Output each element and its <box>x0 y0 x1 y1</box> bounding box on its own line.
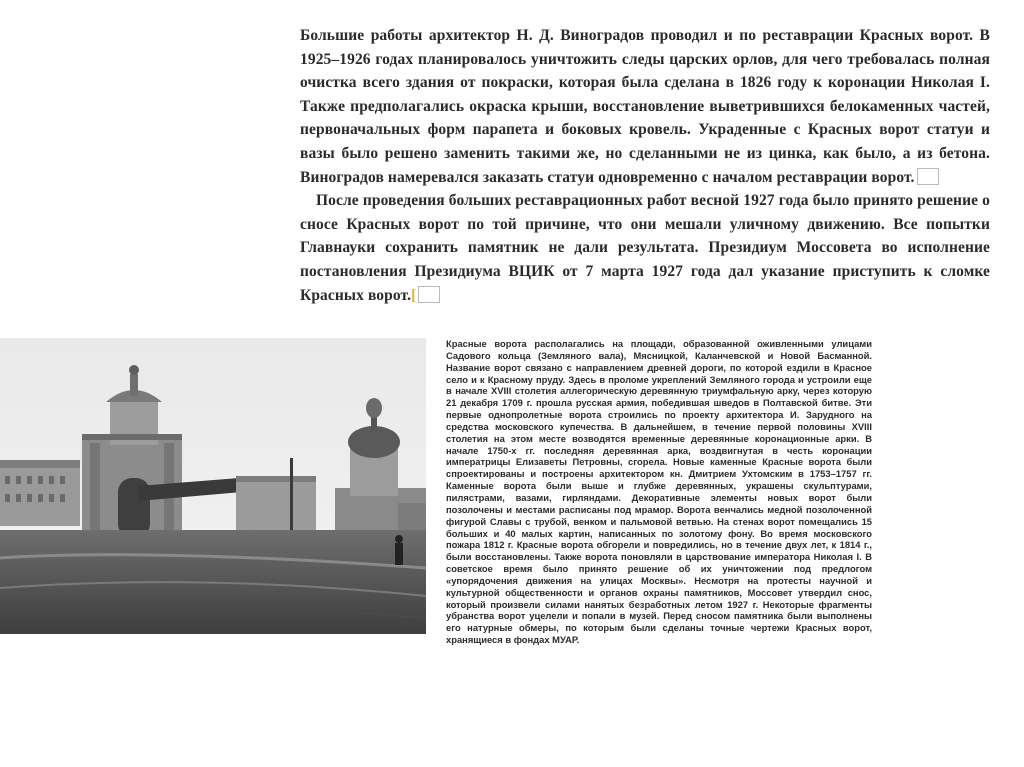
footnote-bracket: [ <box>411 286 417 304</box>
main-text-block <box>300 24 990 307</box>
footnote-ref-box-2[interactable] <box>418 286 440 303</box>
caption-text: Красные ворота располагались на площади, образованной оживленными улицами Садового кольца (Земляного вала), Мясницкой, Каланчевской и Новой Басманной. Название ворот связано с направлением древней дороги, по которой ездили в Красное село и к Красному пруду. Здесь в проломе укреплений Земляного города и устроили еще в начале XVIII столетия аллегорическую деревянную триумфальную арку, через которую 21 декабря 1709 г. прошла русская армия, победившая шведов в Полтавской битве. Эти первые однопролетные ворота строились по проекту архитектора И. Зарудного на средства московского купечества. В дальнейшем, в течение первой половины XVIII столетия на этом месте возводятся временные деревянные коронационные арки. В начале 1750-х гг. последняя деревянная арка, воздвигнутая в честь коронации императрицы Елизаветы Петровны, сгорела. Новые каменные Красные ворота были спроектированы и построены архитектором кн. Дмитрием Ухтомским в 1753–1757 гг. Каменные ворота были выше и глубже деревянных, украшены скульптурами, пилястрами, вазами, гирляндами. Декоративные элементы новых ворот были позолочены и местами расписаны под мрамор. Ворота венчались медной позолоченной фигурой Славы с трубой, венком и пальмовой ветвью. На стенах ворот помещались 15 больших и 40 малых картин, написанных по золотому фону. Во время московского пожара 1812 г. Красные ворота обгорели и повредились, но в течение двух лет, к 1814 г., были восстановлены. Также ворота поновляли в царствование императора Николая I. В советское время было принято решение об их уничтожении под предлогом «упорядочения движения на улицах Москвы». Несмотря на протесты научной и культурной общественности и органов охраны памятников, Моссовет утвердил снос, который произвели силами нанятых безработных летом 1927 г. Некоторые фрагменты убранства ворот уцелели и попали в музей. Перед сносом памятника были выполнены его натурные обмеры, по которым были сделаны точные чертежи Красных ворот, хранящиеся в фондах МУАР. <box>446 338 872 646</box>
footnote-ref-box[interactable] <box>917 168 939 185</box>
paragraph-2-text: После проведения больших реставрационных работ весной 1927 года было принято решение о сносе Красных ворот по той причине, что они мешали уличному движению. Все попытки Главнауки сохранить памятник не дали результата. Президиум Моссовета во исполнение постановления Президиума ВЦИК от 7 марта 1927 года дал указание приступить к сломке Красных ворот. <box>300 192 990 304</box>
photo-drawing <box>0 338 426 634</box>
paragraph-2 <box>300 189 990 307</box>
historical-photo-red-gate <box>0 338 426 634</box>
paragraph-1 <box>300 24 990 189</box>
photo-caption <box>446 338 872 646</box>
paragraph-1-text: Большие работы архитектор Н. Д. Виноградов проводил и по реставрации Красных ворот. В 1925–1926 годах планировалось уничтожить следы царских орлов, для чего требовалась полная очистка всего здания от покраски, которая была сделана в 1826 году к коронации Николая I. Также предполагались окраска крыши, восстановление выветрившихся белокаменных частей, первоначальных форм парапета и боковых кровель. Украденные с Красных ворот статуи и вазы было решено заменить такими же, но сделанными не из цинка, как было, а из бетона. Виноградов намеревался заказать статуи одновременно с началом реставрации ворот. <box>300 27 990 186</box>
